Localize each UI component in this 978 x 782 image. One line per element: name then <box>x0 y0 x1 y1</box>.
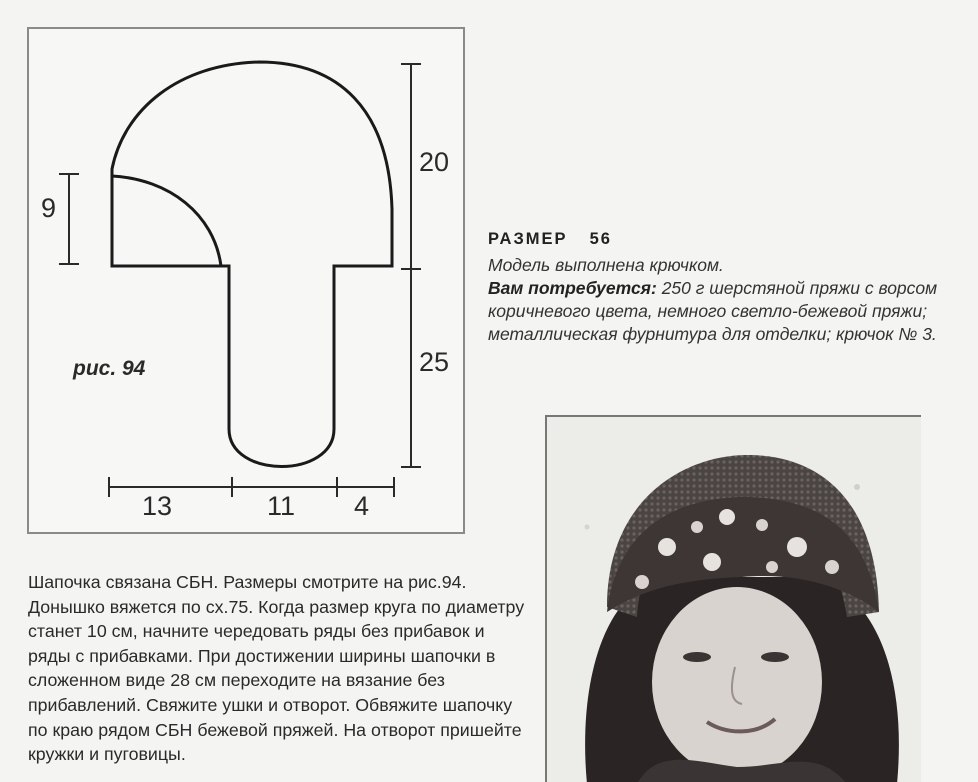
hat-outline <box>112 62 392 467</box>
brim-fold-line <box>112 176 221 266</box>
size-label: РАЗМЕР <box>488 230 568 248</box>
dim-width-3: 4 <box>354 491 370 521</box>
dim-width-2: 11 <box>267 491 296 521</box>
dim-top-height: 20 <box>419 147 450 177</box>
hat-shape-drawing <box>29 29 467 536</box>
size-value: 56 <box>589 230 612 248</box>
model-photo <box>545 415 921 782</box>
instructions-text <box>28 570 528 767</box>
dim-width-1: 13 <box>142 491 173 521</box>
materials-text <box>488 277 958 346</box>
spec-block <box>488 228 958 346</box>
materials-label: Вам потребуется: <box>488 278 657 298</box>
figure-label: рис. 94 <box>73 357 146 380</box>
materials-list: 250 г шерстяной пряжи с ворсом коричневого цвета, немного светло-бежевой пряжи; металлическая фурнитура для отделки; крючок № 3. <box>488 278 938 344</box>
dim-bottom-height: 25 <box>419 347 450 377</box>
model-note: Модель выполнена крючком. <box>488 255 724 275</box>
dim-left-height: 9 <box>41 193 57 223</box>
pattern-diagram <box>27 27 465 534</box>
size-line <box>488 228 958 251</box>
instructions-paragraph: Шапочка связана СБН. Размеры смотрите на рис.94. Донышко вяжется по сх.75. Когда размер круга по диаметру станет 10 см, начните чередовать ряды без прибавок и ряды с прибавками. При достижении ширины шапочки в сложенном виде 28 см переходите на вязание без прибавлений. Свяжите ушки и отворот. Обвяжите шапочку по краю рядом СБН бежевой пряжей. На отворот пришейте кружки и пуговицы. <box>28 572 525 765</box>
